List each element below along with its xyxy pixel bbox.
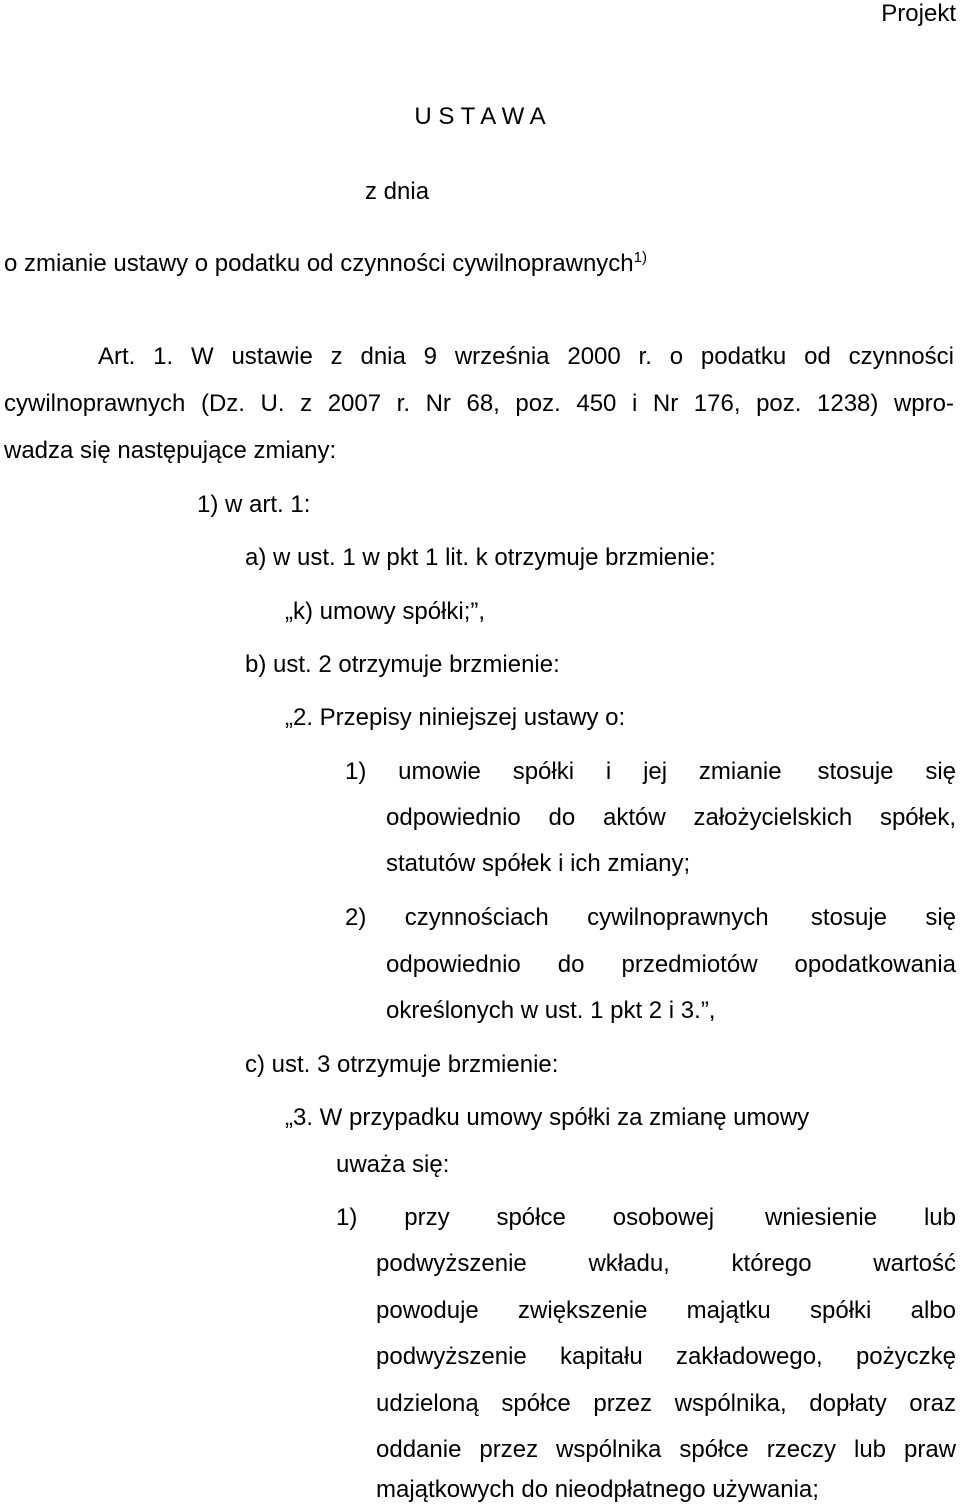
quote-2-point-1-line-2: odpowiednio do aktów założycielskich spółek, [386, 804, 956, 831]
quote-3-point-1-line-5: udzieloną spółce przez wspólnika, dopłaty oraz [376, 1390, 956, 1417]
quote-3-point-1-line-1 [336, 1206, 956, 1231]
quote-2-point-2-line-2: odpowiednio do przedmiotów opodatkowania [386, 951, 956, 978]
quote-3-heading-line-2: uważa się: [336, 1151, 450, 1178]
act-date: z dnia [365, 178, 430, 205]
quote-2-point-2-line-1 [345, 906, 956, 931]
art1-line-3: wadza się następujące zmiany: [4, 437, 337, 464]
act-subject [4, 249, 647, 277]
quote-2-heading: „2. Przepisy niniejszej ustawy o: [285, 704, 626, 731]
quote-3-point-1-tail: wniesienie lub [765, 1204, 956, 1231]
quote-3-point-1-text: 1) przy spółce osobowej [336, 1204, 715, 1231]
letter-a: a) w ust. 1 w pkt 1 lit. k otrzymuje brzmienie: [245, 544, 716, 571]
letter-c: c) ust. 3 otrzymuje brzmienie: [245, 1051, 559, 1078]
act-title: U S T A W A [414, 103, 546, 130]
quote-3-point-1-line-3: powoduje zwiększenie majątku spółki albo [376, 1297, 956, 1324]
quote-3-heading: „3. W przypadku umowy spółki za zmianę umowy [285, 1104, 810, 1131]
quote-3-point-1-line-2: podwyższenie wkładu, którego wartość [376, 1250, 956, 1277]
art1-line-2: cywilnoprawnych (Dz. U. z 2007 r. Nr 68, poz. 450 i Nr 176, poz. 1238) wpro- [4, 390, 954, 417]
act-subject-text: o zmianie ustawy o podatku od czynności cywilnoprawnych [4, 250, 634, 277]
quote-3-point-1-line-4: podwyższenie kapitału zakładowego, pożyczkę [376, 1343, 956, 1370]
quote-2-point-2-verb: stosuje się [810, 904, 957, 931]
footnote-marker: 1) [633, 249, 647, 266]
letter-k-quote: „k) umowy spółki;”, [285, 598, 486, 625]
quote-2-point-2-line-3: określonych w ust. 1 pkt 2 i 3.”, [386, 997, 716, 1024]
quote-2-point-1-line-1 [345, 760, 956, 785]
quote-2-point-1-text: 1) umowie spółki i jej zmianie [345, 758, 782, 785]
quote-2-point-1-line-3: statutów spółek i ich zmiany; [386, 850, 691, 877]
letter-b: b) ust. 2 otrzymuje brzmienie: [245, 651, 560, 678]
quote-2-point-2-text: 2) czynnościach cywilnoprawnych [345, 904, 769, 931]
quote-3-point-1-line-6: oddanie przez wspólnika spółce rzeczy lub praw [376, 1436, 956, 1463]
art1-line-1: Art. 1. W ustawie z dnia 9 września 2000 r. o podatku od czynności [98, 343, 954, 370]
point-1: 1) w art. 1: [197, 491, 311, 518]
quote-2-point-1-verb: stosuje się [817, 758, 957, 785]
draft-status: Projekt [881, 0, 956, 27]
quote-3-point-1-line-7: majątkowych do nieodpłatnego używania; [376, 1476, 819, 1503]
